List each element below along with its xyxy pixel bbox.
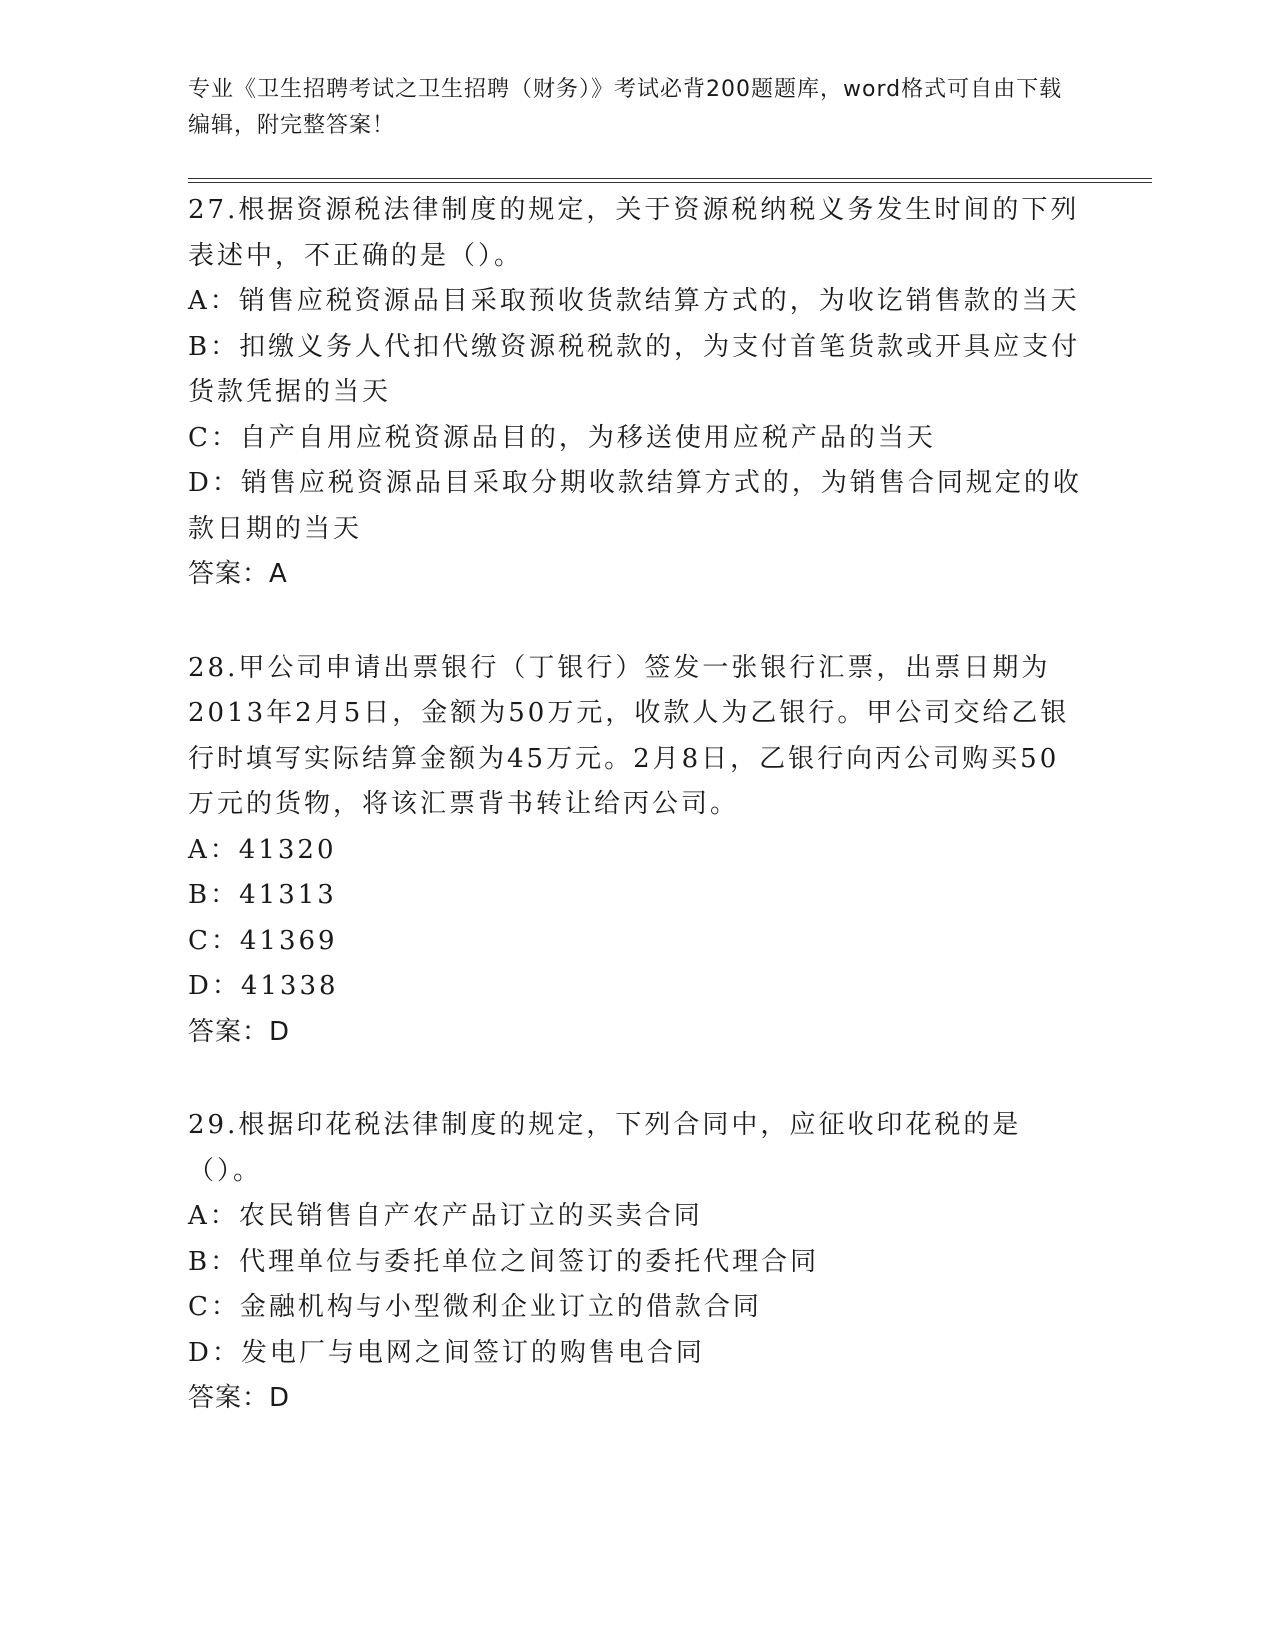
question-stem: 29.根据印花税法律制度的规定，下列合同中，应征收印花税的是（）。 (188, 1110, 1022, 1186)
question-27 (188, 188, 1088, 598)
option-c: C：金融机构与小型微利企业订立的借款合同 (188, 1292, 762, 1322)
question-29 (188, 1103, 1088, 1422)
option-a: A：销售应税资源品目采取预收货款结算方式的，为收讫销售款的当天 (188, 286, 1080, 316)
option-c: C：41369 (188, 925, 338, 956)
header-divider (188, 178, 1152, 183)
answer: 答案：D (188, 1016, 291, 1047)
answer: 答案：D (188, 1383, 291, 1413)
option-b: B：41313 (188, 880, 337, 910)
question-list (188, 188, 1088, 1470)
option-d: D：销售应税资源品目采取分期收款结算方式的，为销售合同规定的收款日期的当天 (188, 468, 1082, 544)
question-28 (188, 646, 1088, 1056)
option-a: A：41320 (188, 834, 337, 865)
option-d: D：41338 (188, 971, 339, 1001)
document-header: 专业《卫生招聘考试之卫生招聘（财务）》考试必背200题题库，word格式可自由下载编辑，附完整答案！ (188, 77, 1063, 138)
option-b: B：代理单位与委托单位之间签订的委托代理合同 (188, 1246, 820, 1277)
answer: 答案：A (188, 559, 288, 589)
option-a: A：农民销售自产农产品订立的买卖合同 (188, 1201, 703, 1231)
option-d: D：发电厂与电网之间签订的购售电合同 (188, 1337, 705, 1368)
option-b: B：扣缴义务人代扣代缴资源税税款的，为支付首笔货款或开具应支付货款凭据的当天 (188, 331, 1081, 407)
option-c: C：自产自用应税资源品目的，为移送使用应税产品的当天 (188, 422, 936, 453)
question-stem: 28.甲公司申请出票银行（丁银行）签发一张银行汇票，出票日期为2013年2月5日，金额为50万元，收款人为乙银行。甲公司交给乙银行时填写实际结算金额为45万元。2月8日，乙银行向丙公司购买50万元的货物，将该汇票背书转让给丙公司。 (188, 652, 1070, 819)
question-stem: 27.根据资源税法律制度的规定，关于资源税纳税义务发生时间的下列表述中，不正确的是（）。 (188, 195, 1080, 271)
